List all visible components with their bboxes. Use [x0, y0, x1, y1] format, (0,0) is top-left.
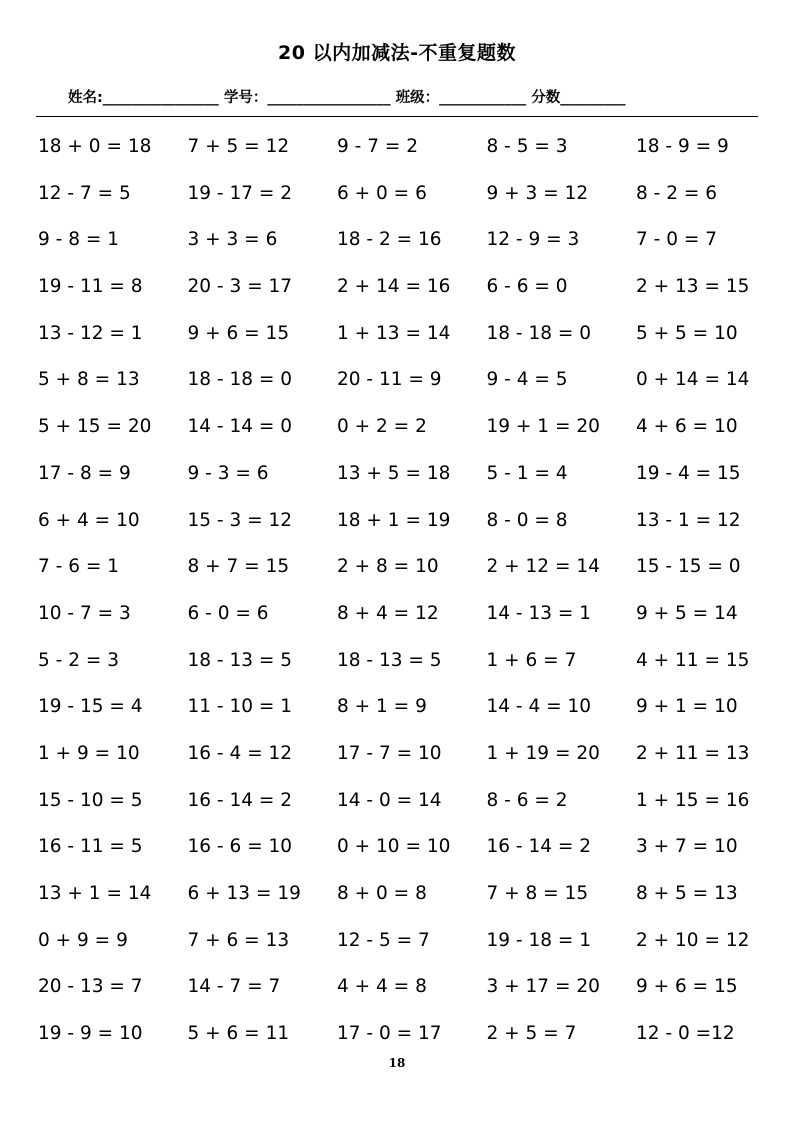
problem-item: 2 + 8 = 10: [337, 556, 439, 578]
problem-row: [38, 320, 786, 367]
problem-item: 5 - 1 = 4: [486, 462, 568, 484]
problem-item: 2 + 12 = 14: [486, 556, 600, 578]
problem-item: 4 + 6 = 10: [636, 416, 738, 438]
problem-row: [38, 693, 786, 740]
problem-item: 14 - 7 = 7: [187, 976, 281, 998]
problem-item: 8 - 2 = 6: [636, 182, 718, 204]
problem-row: [38, 740, 786, 787]
problem-item: 6 + 0 = 6: [337, 182, 427, 204]
student-info-line: [68, 86, 748, 107]
problem-item: 13 - 12 = 1: [38, 322, 143, 344]
problem-item: 5 + 15 = 20: [38, 416, 152, 438]
problem-item: 9 + 5 = 14: [636, 602, 738, 624]
problem-item: 7 + 5 = 12: [187, 136, 290, 157]
problem-row: [38, 973, 786, 1020]
problem-item: 20 - 13 = 7: [38, 976, 143, 998]
problem-item: 15 - 10 = 5: [38, 789, 143, 811]
problem-item: 16 - 4 = 12: [187, 742, 293, 764]
problem-item: 4 + 4 = 8: [337, 976, 427, 998]
problem-item: 12 - 9 = 3: [486, 229, 580, 251]
problem-item: 6 + 4 = 10: [38, 509, 140, 531]
problem-item: 4 + 11 = 15: [636, 649, 750, 671]
problem-item: 15 - 15 = 0: [636, 556, 741, 578]
problem-item: 11 - 10 = 1: [187, 696, 293, 718]
problem-item: 16 - 14 = 2: [187, 789, 293, 811]
problem-item: 18 - 18 = 0: [486, 322, 592, 344]
score-field-label: 分数_________: [531, 90, 626, 106]
problem-item: 8 - 5 = 3: [486, 136, 568, 157]
problem-item: 9 - 4 = 5: [486, 369, 568, 391]
problem-item: 8 + 4 = 12: [337, 602, 439, 624]
problem-item: 16 - 11 = 5: [38, 836, 143, 858]
problem-item: 12 - 7 = 5: [38, 182, 131, 204]
problem-item: 17 - 7 = 10: [337, 742, 442, 764]
problem-item: 5 + 6 = 11: [187, 1023, 290, 1045]
problem-item: 9 - 7 = 2: [337, 136, 419, 157]
problem-item: 6 + 13 = 19: [187, 883, 301, 904]
class-field-label: 班级：____________: [395, 90, 527, 106]
problem-item: 20 - 11 = 9: [337, 369, 442, 391]
problem-row: [38, 553, 786, 600]
problem-row: [38, 366, 786, 413]
problem-item: 13 + 1 = 14: [38, 883, 152, 904]
problem-item: 2 + 13 = 15: [636, 276, 750, 298]
problem-grid: [38, 133, 786, 1067]
problem-item: 5 + 8 = 13: [38, 369, 140, 391]
problem-item: 9 + 1 = 10: [636, 696, 738, 718]
problem-item: 0 + 2 = 2: [337, 416, 427, 438]
problem-item: 2 + 14 = 16: [337, 276, 451, 298]
problem-item: 1 + 15 = 16: [636, 789, 750, 811]
problem-row: [38, 273, 786, 320]
problem-item: 15 - 3 = 12: [187, 509, 293, 531]
problem-item: 19 - 18 = 1: [486, 929, 592, 951]
problem-item: 13 - 1 = 12: [636, 509, 741, 531]
problem-item: 6 - 6 = 0: [486, 276, 568, 298]
problem-item: 9 - 8 = 1: [38, 229, 120, 251]
problem-item: 14 - 4 = 10: [486, 696, 592, 718]
problem-item: 18 + 1 = 19: [337, 509, 451, 531]
problem-item: 1 + 19 = 20: [486, 742, 600, 764]
problem-item: 0 + 14 = 14: [636, 369, 750, 391]
problem-item: 3 + 7 = 10: [636, 836, 738, 858]
problem-item: 20 - 3 = 17: [187, 276, 293, 298]
problem-item: 19 - 9 = 10: [38, 1023, 143, 1045]
problem-item: 18 - 18 = 0: [187, 369, 293, 391]
problem-item: 0 + 10 = 10: [337, 836, 451, 858]
problem-item: 7 - 6 = 1: [38, 556, 120, 578]
problem-row: [38, 833, 786, 880]
problem-row: [38, 460, 786, 507]
problem-row: [38, 647, 786, 694]
problem-item: 19 - 4 = 15: [636, 462, 741, 484]
problem-item: 1 + 6 = 7: [486, 649, 577, 671]
problem-item: 18 + 0 = 18: [38, 136, 152, 157]
problem-item: 8 + 0 = 8: [337, 883, 427, 904]
problem-item: 19 - 15 = 4: [38, 696, 143, 718]
problem-item: 12 - 0 =12: [636, 1023, 735, 1045]
problem-item: 3 + 3 = 6: [187, 229, 278, 251]
header-divider: [36, 116, 758, 117]
problem-item: 7 - 0 = 7: [636, 229, 718, 251]
problem-row: [38, 787, 786, 834]
problem-item: 18 - 2 = 16: [337, 229, 442, 251]
problem-item: 9 - 3 = 6: [187, 462, 269, 484]
problem-row: [38, 927, 786, 974]
problem-item: 6 - 0 = 6: [187, 602, 269, 624]
problem-item: 18 - 13 = 5: [337, 649, 442, 671]
problem-item: 16 - 14 = 2: [486, 836, 592, 858]
problem-item: 13 + 5 = 18: [337, 462, 451, 484]
problem-item: 10 - 7 = 3: [38, 602, 131, 624]
problem-item: 1 + 13 = 14: [337, 322, 451, 344]
problem-item: 16 - 6 = 10: [187, 836, 293, 858]
problem-item: 9 + 6 = 15: [636, 976, 738, 998]
problem-row: [38, 226, 786, 273]
problem-item: 9 + 6 = 15: [187, 322, 290, 344]
problem-item: 14 - 13 = 1: [486, 602, 592, 624]
problem-item: 14 - 14 = 0: [187, 416, 293, 438]
problem-item: 19 + 1 = 20: [486, 416, 600, 438]
page-number: 18: [388, 1056, 406, 1070]
problem-item: 8 + 5 = 13: [636, 883, 738, 904]
problem-item: 5 + 5 = 10: [636, 322, 738, 344]
problem-row: [38, 507, 786, 554]
problem-item: 8 + 7 = 15: [187, 556, 290, 578]
problem-item: 3 + 17 = 20: [486, 976, 600, 998]
problem-item: 9 + 3 = 12: [486, 182, 589, 204]
problem-item: 14 - 0 = 14: [337, 789, 442, 811]
problem-item: 8 - 0 = 8: [486, 509, 568, 531]
problem-item: 17 - 0 = 17: [337, 1023, 442, 1045]
problem-item: 2 + 10 = 12: [636, 929, 750, 951]
problem-row: [38, 413, 786, 460]
problem-item: 8 - 6 = 2: [486, 789, 568, 811]
problem-item: 7 + 6 = 13: [187, 929, 290, 951]
problem-item: 7 + 8 = 15: [486, 883, 589, 904]
problem-row: [38, 600, 786, 647]
name-field-label: 姓名:________________: [68, 90, 219, 106]
problem-item: 2 + 5 = 7: [486, 1023, 577, 1045]
problem-item: 0 + 9 = 9: [38, 929, 128, 951]
problem-row: [38, 180, 786, 227]
worksheet-title: 20 以内加减法-不重复题数: [278, 42, 516, 64]
problem-item: 5 - 2 = 3: [38, 649, 120, 671]
student-number-field-label: 学号：_________________: [223, 90, 391, 106]
problem-item: 19 - 17 = 2: [187, 182, 293, 204]
problem-item: 18 - 13 = 5: [187, 649, 293, 671]
problem-item: 8 + 1 = 9: [337, 696, 427, 718]
problem-item: 2 + 11 = 13: [636, 742, 750, 764]
problem-item: 1 + 9 = 10: [38, 742, 140, 764]
problem-row: [38, 133, 786, 180]
problem-item: 12 - 5 = 7: [337, 929, 430, 951]
problem-item: 18 - 9 = 9: [636, 136, 729, 157]
problem-row: [38, 880, 786, 927]
problem-item: 19 - 11 = 8: [38, 276, 143, 298]
problem-item: 17 - 8 = 9: [38, 462, 131, 484]
